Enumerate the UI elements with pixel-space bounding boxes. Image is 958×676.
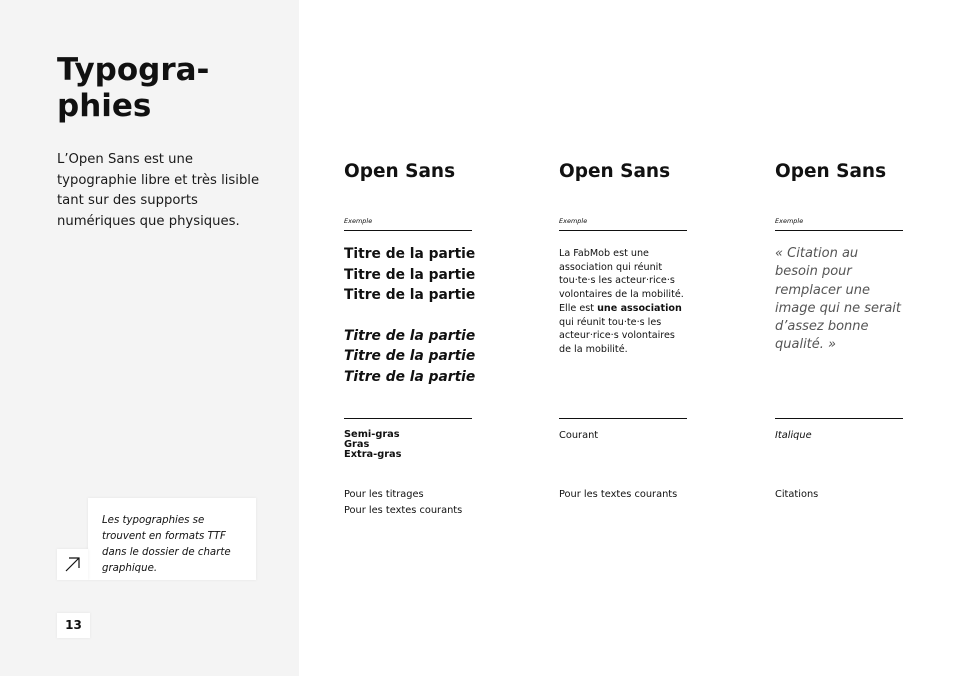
page-title-line-2: phies bbox=[57, 88, 152, 124]
sample-bold-italic: Titre de la partie bbox=[344, 348, 476, 364]
arrow-up-right-icon bbox=[64, 556, 81, 573]
weight-list bbox=[344, 430, 402, 460]
divider bbox=[559, 418, 687, 419]
link-button[interactable] bbox=[57, 549, 88, 580]
heading-samples bbox=[344, 244, 484, 387]
usage-text: Pour les textes courants bbox=[559, 489, 678, 500]
sample-semibold-italic: Titre de la partie bbox=[344, 327, 476, 344]
page-number: 13 bbox=[57, 613, 90, 638]
page-title bbox=[57, 52, 277, 124]
sample-extrabold: Titre de la partie bbox=[344, 287, 476, 303]
note-card bbox=[88, 498, 256, 580]
weight-extrabold: Extra-gras bbox=[344, 449, 402, 460]
usage-line: Pour les textes courants bbox=[344, 505, 463, 516]
example-label: Exemple bbox=[559, 217, 588, 225]
paragraph-text: La FabMob est une association qui réunit tou·te·s les acteur·rice·s volontaires de la mobilité. Elle est bbox=[559, 248, 684, 314]
font-name: Open Sans bbox=[344, 161, 456, 182]
font-name: Open Sans bbox=[559, 161, 671, 182]
page-title-line-1: Typogra- bbox=[57, 52, 210, 88]
note-text: Les typographies se trouvent en formats TTF dans le dossier de charte graphique. bbox=[102, 515, 231, 574]
divider bbox=[559, 230, 687, 231]
example-label: Exemple bbox=[344, 217, 373, 225]
usage-text: Citations bbox=[775, 489, 819, 500]
weight-bold: Gras bbox=[344, 439, 370, 450]
divider bbox=[344, 230, 472, 231]
usage-text bbox=[344, 487, 462, 519]
font-name: Open Sans bbox=[775, 161, 887, 182]
divider bbox=[344, 418, 472, 419]
sample-extrabold-italic: Titre de la partie bbox=[344, 368, 476, 385]
sidebar bbox=[0, 0, 299, 676]
paragraph-text: qui réunit tou·te·s les acteur·rice·s volontaires de la mobilité. bbox=[559, 316, 675, 355]
sample-bold: Titre de la partie bbox=[344, 266, 476, 283]
usage-line: Pour les titrages bbox=[344, 489, 424, 500]
divider bbox=[775, 418, 903, 419]
weight-semibold: Semi-gras bbox=[344, 429, 400, 440]
intro-text: L’Open Sans est une typographie libre et très lisible tant sur des supports numériques que physiques. bbox=[57, 152, 260, 229]
divider bbox=[775, 230, 903, 231]
style-label: Courant bbox=[559, 430, 599, 441]
quote-sample: « Citation au besoin pour remplacer une image qui ne serait d’assez bonne qualité. » bbox=[775, 246, 902, 353]
paragraph-bold-text: une association bbox=[597, 302, 682, 314]
example-label: Exemple bbox=[775, 217, 804, 225]
sample-semibold: Titre de la partie bbox=[344, 246, 476, 262]
body-sample-paragraph bbox=[559, 247, 685, 357]
style-label: Italique bbox=[775, 430, 812, 441]
